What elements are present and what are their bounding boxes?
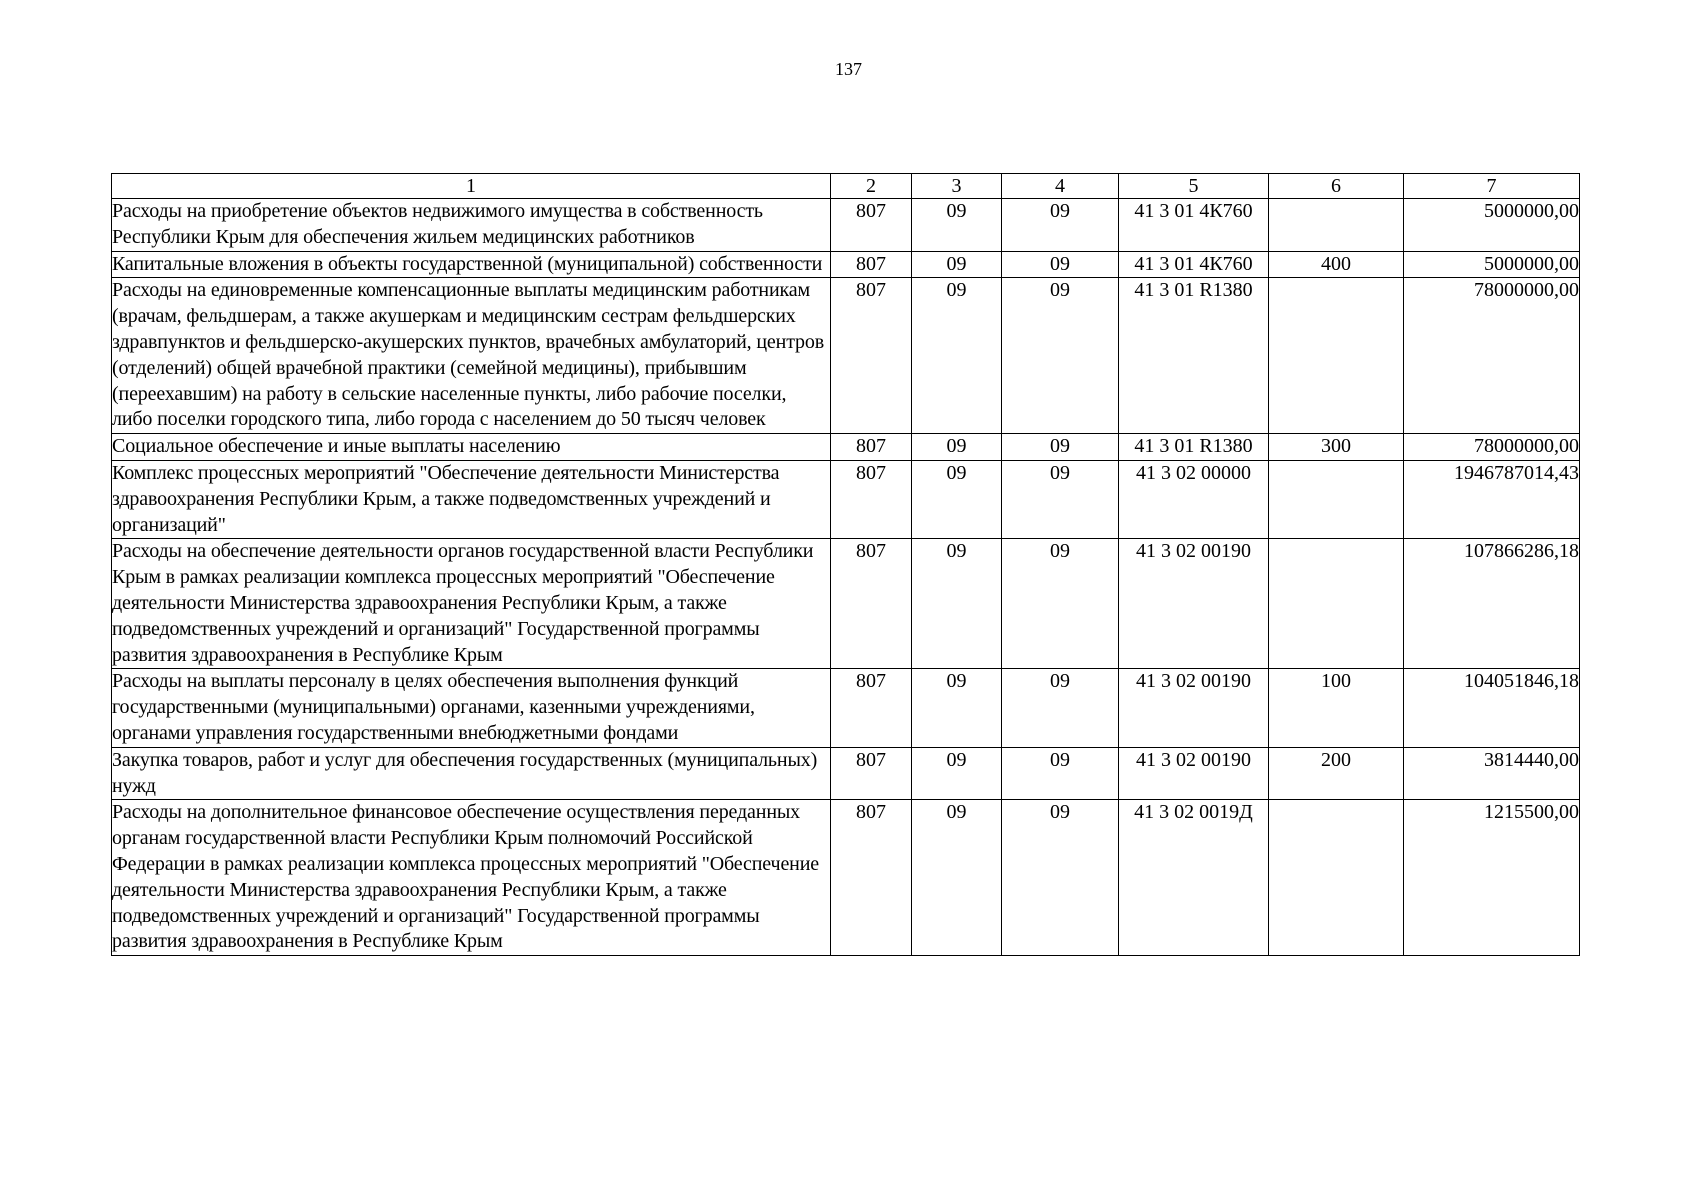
column-header: 3 <box>912 174 1002 199</box>
column-header: 1 <box>112 174 831 199</box>
row-subsection: 09 <box>1002 460 1119 538</box>
table-header-row <box>112 174 1580 199</box>
row-section: 09 <box>912 669 1002 747</box>
column-header: 5 <box>1119 174 1269 199</box>
row-expense-type: 400 <box>1269 251 1404 278</box>
row-target-code: 41 3 02 0019Д <box>1119 800 1269 956</box>
table-row <box>112 460 1580 538</box>
row-amount: 5000000,00 <box>1404 199 1580 252</box>
row-section: 09 <box>912 434 1002 461</box>
row-target-code: 41 3 02 00190 <box>1119 747 1269 800</box>
row-subsection: 09 <box>1002 800 1119 956</box>
table-row <box>112 539 1580 669</box>
column-header: 7 <box>1404 174 1580 199</box>
page-number: 137 <box>835 59 862 79</box>
row-grbs: 807 <box>831 800 912 956</box>
row-subsection: 09 <box>1002 669 1119 747</box>
row-subsection: 09 <box>1002 199 1119 252</box>
row-subsection: 09 <box>1002 251 1119 278</box>
row-subsection: 09 <box>1002 539 1119 669</box>
row-name: Расходы на обеспечение деятельности органов государственной власти Республики Крым в рамках реализации комплекса процессных мероприятий "Обеспечение деятельности Министерства здравоохранения Республики Крым, а также подведомственных учреждений и организаций" Государственной программы развития здравоохранения в Республике Крым <box>112 539 831 669</box>
row-expense-type: 300 <box>1269 434 1404 461</box>
row-target-code: 41 3 01 4К760 <box>1119 251 1269 278</box>
row-grbs: 807 <box>831 747 912 800</box>
row-amount: 104051846,18 <box>1404 669 1580 747</box>
row-target-code: 41 3 02 00190 <box>1119 539 1269 669</box>
row-expense-type <box>1269 199 1404 252</box>
row-section: 09 <box>912 800 1002 956</box>
row-grbs: 807 <box>831 460 912 538</box>
table-row <box>112 199 1580 252</box>
row-section: 09 <box>912 539 1002 669</box>
row-name: Расходы на выплаты персоналу в целях обеспечения выполнения функций государственными (муниципальными) органами, казенными учреждениями, органами управления государственными внебюджетными фондами <box>112 669 831 747</box>
row-section: 09 <box>912 747 1002 800</box>
row-section: 09 <box>912 460 1002 538</box>
row-amount: 78000000,00 <box>1404 434 1580 461</box>
row-expense-type <box>1269 460 1404 538</box>
row-expense-type <box>1269 800 1404 956</box>
row-name: Расходы на единовременные компенсационные выплаты медицинским работникам (врачам, фельдшерам, а также акушеркам и медицинским сестрам фельдшерских здравпунктов и фельдшерско-акушерских пунктов, врачебных амбулаторий, центров (отделений) общей врачебной практики (семейной медицины), прибывшим (переехавшим) на работу в сельские населенные пункты, либо рабочие поселки, либо поселки городского типа, либо города с населением до 50 тысяч человек <box>112 278 831 434</box>
row-grbs: 807 <box>831 251 912 278</box>
row-name: Расходы на дополнительное финансовое обеспечение осуществления переданных органам государственной власти Республики Крым полномочий Российской Федерации в рамках реализации комплекса процессных мероприятий "Обеспечение деятельности Министерства здравоохранения Республики Крым, а также подведомственных учреждений и организаций" Государственной программы развития здравоохранения в Республике Крым <box>112 800 831 956</box>
row-target-code: 41 3 01 R1380 <box>1119 278 1269 434</box>
row-subsection: 09 <box>1002 747 1119 800</box>
row-name: Расходы на приобретение объектов недвижимого имущества в собственность Республики Крым для обеспечения жильем медицинских работников <box>112 199 831 252</box>
table-row <box>112 434 1580 461</box>
row-expense-type <box>1269 539 1404 669</box>
row-expense-type: 100 <box>1269 669 1404 747</box>
column-header: 6 <box>1269 174 1404 199</box>
row-target-code: 41 3 02 00000 <box>1119 460 1269 538</box>
row-subsection: 09 <box>1002 434 1119 461</box>
table-row <box>112 800 1580 956</box>
row-grbs: 807 <box>831 434 912 461</box>
row-subsection: 09 <box>1002 278 1119 434</box>
row-target-code: 41 3 02 00190 <box>1119 669 1269 747</box>
row-name: Закупка товаров, работ и услуг для обеспечения государственных (муниципальных) нужд <box>112 747 831 800</box>
table-row <box>112 747 1580 800</box>
row-grbs: 807 <box>831 539 912 669</box>
row-grbs: 807 <box>831 669 912 747</box>
column-header: 2 <box>831 174 912 199</box>
row-amount: 1215500,00 <box>1404 800 1580 956</box>
table-row <box>112 669 1580 747</box>
budget-table <box>111 173 1580 956</box>
row-section: 09 <box>912 199 1002 252</box>
row-grbs: 807 <box>831 278 912 434</box>
row-target-code: 41 3 01 4К760 <box>1119 199 1269 252</box>
row-expense-type <box>1269 278 1404 434</box>
row-amount: 3814440,00 <box>1404 747 1580 800</box>
table-row <box>112 278 1580 434</box>
table-row <box>112 251 1580 278</box>
row-amount: 107866286,18 <box>1404 539 1580 669</box>
row-section: 09 <box>912 278 1002 434</box>
row-target-code: 41 3 01 R1380 <box>1119 434 1269 461</box>
row-section: 09 <box>912 251 1002 278</box>
row-name: Социальное обеспечение и иные выплаты населению <box>112 434 831 461</box>
column-header: 4 <box>1002 174 1119 199</box>
row-expense-type: 200 <box>1269 747 1404 800</box>
row-amount: 78000000,00 <box>1404 278 1580 434</box>
row-name: Капитальные вложения в объекты государственной (муниципальной) собственности <box>112 251 831 278</box>
row-amount: 5000000,00 <box>1404 251 1580 278</box>
row-amount: 1946787014,43 <box>1404 460 1580 538</box>
row-grbs: 807 <box>831 199 912 252</box>
row-name: Комплекс процессных мероприятий "Обеспечение деятельности Министерства здравоохранения Республики Крым, а также подведомственных учреждений и организаций" <box>112 460 831 538</box>
